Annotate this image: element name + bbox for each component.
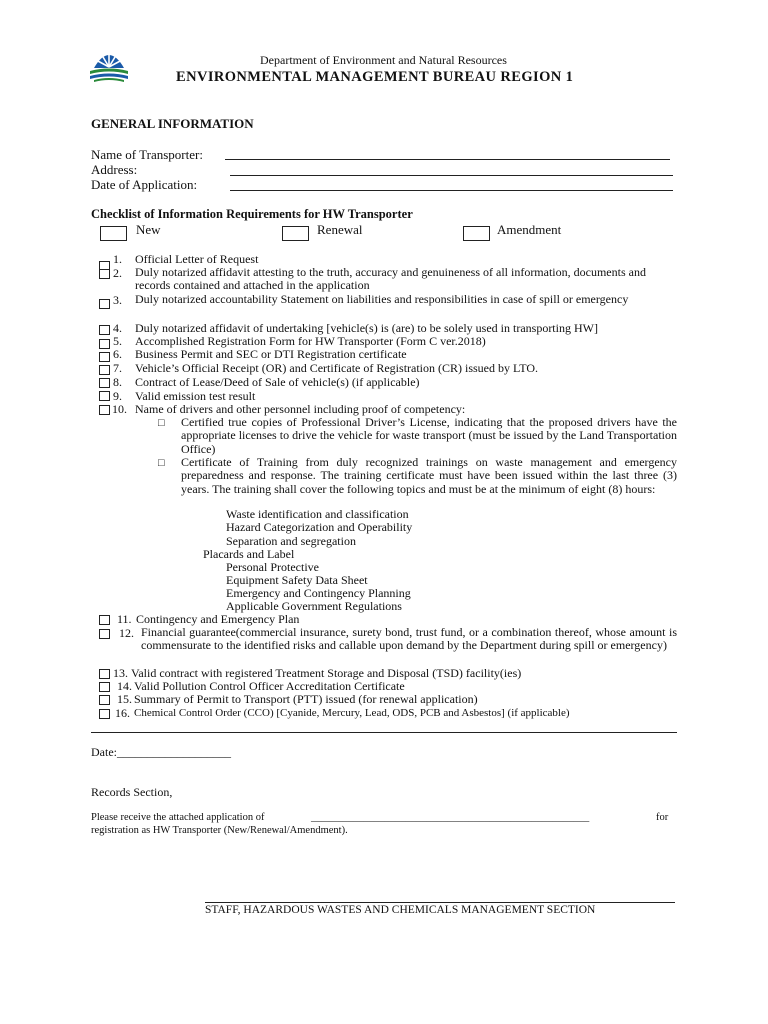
amendment-label: Amendment [497,222,562,237]
date-of-application-label: Date of Application: [91,177,198,192]
renewal-label: Renewal [317,222,363,237]
item-9-checkbox[interactable] [99,391,110,401]
denr-logo [84,40,134,84]
department-name: Department of Environment and Natural Resources [260,53,507,67]
item-15-checkbox[interactable] [99,695,110,705]
item-number: 10. [112,402,127,416]
item-10-checkbox[interactable] [99,405,110,415]
item-text: Accomplished Registration Form for HW Transporter (Form C ver.2018) [135,334,486,348]
training-topic: Hazard Categorization and Operability [226,520,413,534]
item-5-checkbox[interactable] [99,339,110,349]
item-text: Vehicle’s Official Receipt (OR) and Certificate of Registration (CR) issued by LTO. [135,361,539,375]
bureau-name: ENVIRONMENTAL MANAGEMENT BUREAU REGION 1 [176,69,574,85]
training-topic: Personal Protective [226,560,319,574]
training-topic: Placards and Label [203,547,295,561]
item-13-checkbox[interactable] [99,669,110,679]
item-text: Financial guarantee(commercial insurance, surety bond, trust fund, or a combination thereof, whose amount is commensurate to the identified risks and callable upon demand by the Department during spill or emergency) [141,625,677,653]
item-text: Contract of Lease/Deed of Sale of vehicle(s) (if applicable) [135,375,420,389]
item-text: Contingency and Emergency Plan [136,612,300,626]
sub-checkbox[interactable]: □ [158,457,165,469]
item-text: Valid Pollution Control Officer Accreditation Certificate [134,679,405,693]
item-number: 12. [119,626,134,640]
date-of-application-field[interactable] [230,190,673,191]
item-number: 2. [113,266,122,280]
item-number: 14. [117,679,132,693]
item-text: Duly notarized accountability Statement on liabilities and responsibilities in case of spill or emergency [135,292,629,306]
item-3-checkbox[interactable] [99,299,110,309]
address-label: Address: [91,162,138,177]
amendment-checkbox[interactable] [463,226,490,241]
item-text: Chemical Control Order (CCO) [Cyanide, Mercury, Lead, ODS, PCB and Asbestos] (if applicable) [134,707,570,719]
signature-line[interactable] [205,902,675,903]
item-number: 1. [113,252,122,266]
training-topic: Applicable Government Regulations [226,599,402,613]
registration-text: registration as HW Transporter (New/Renewal/Amendment). [91,825,348,836]
sub-item-training-certificate: Certificate of Training from duly recognized trainings on waste management and emergency preparedness and response. The training certificate must have been issued within the last three (3) years. The training shall cover the following topics and must be at the minimum of eight (8) hours: [181,455,677,496]
sub-checkbox[interactable]: □ [158,417,165,429]
item-number: 15. [117,692,132,706]
routing-date[interactable]: Date:___________________ [91,745,231,759]
item-number: 13. [113,666,128,680]
item-text: Official Letter of Request [135,252,259,266]
item-text: Name of drivers and other personnel including proof of competency: [135,402,466,416]
section-divider [91,732,677,733]
item-number: 7. [113,361,122,375]
renewal-checkbox[interactable] [282,226,309,241]
address-field[interactable] [230,175,673,176]
item-12-checkbox[interactable] [99,629,110,639]
section-title-general: GENERAL INFORMATION [91,116,254,131]
item-text: Summary of Permit to Transport (PTT) issued (for renewal application) [134,692,478,706]
training-topic: Equipment Safety Data Sheet [226,573,368,587]
item-number: 11. [117,612,132,626]
new-checkbox[interactable] [100,226,127,241]
new-label: New [136,222,161,237]
item-text: Duly notarized affidavit attesting to the truth, accuracy and genuineness of all information, documents and records contained and attached in the application [135,265,646,293]
please-receive-text: Please receive the attached application of [91,812,265,823]
applicant-name-blank[interactable]: _____________________________________________________ [311,812,590,823]
item-number: 5. [113,334,122,348]
training-topic: Waste identification and classification [226,507,409,521]
item-text: Business Permit and SEC or DTI Registration certificate [135,347,407,361]
item-11-checkbox[interactable] [99,615,110,625]
item-number: 9. [113,389,122,403]
sub-item-drivers-license: Certified true copies of Professional Driver’s License, indicating that the proposed drivers have the appropriate licenses to drive the vehicle for waste transport (must be issued by the Land Transportation Office) [181,415,677,456]
item-8-checkbox[interactable] [99,378,110,388]
training-topic: Separation and segregation [226,534,356,548]
item-7-checkbox[interactable] [99,365,110,375]
training-topic: Emergency and Contingency Planning [226,586,411,600]
item-number: 16. [115,706,130,720]
item-text: Valid contract with registered Treatment Storage and Disposal (TSD) facility(ies) [131,666,522,680]
item-number: 3. [113,293,122,307]
item-number: 8. [113,375,122,389]
for-text: for [656,812,669,823]
item-number: 6. [113,347,122,361]
signatory-title: STAFF, HAZARDOUS WASTES AND CHEMICALS MANAGEMENT SECTION [205,904,596,916]
name-of-transporter-label: Name of Transporter: [91,147,203,162]
checklist-title: Checklist of Information Requirements for HW Transporter [91,207,413,221]
item-number: 4. [113,321,122,335]
records-section-label: Records Section, [91,785,173,799]
item-14-checkbox[interactable] [99,682,110,692]
name-of-transporter-field[interactable] [225,159,670,160]
item-2-checkbox[interactable] [99,269,110,279]
item-6-checkbox[interactable] [99,352,110,362]
item-text: Duly notarized affidavit of undertaking [vehicle(s) is (are) to be solely used in transporting HW] [135,321,598,335]
item-4-checkbox[interactable] [99,325,110,335]
item-text: Valid emission test result [135,389,256,403]
item-16-checkbox[interactable] [99,709,110,719]
